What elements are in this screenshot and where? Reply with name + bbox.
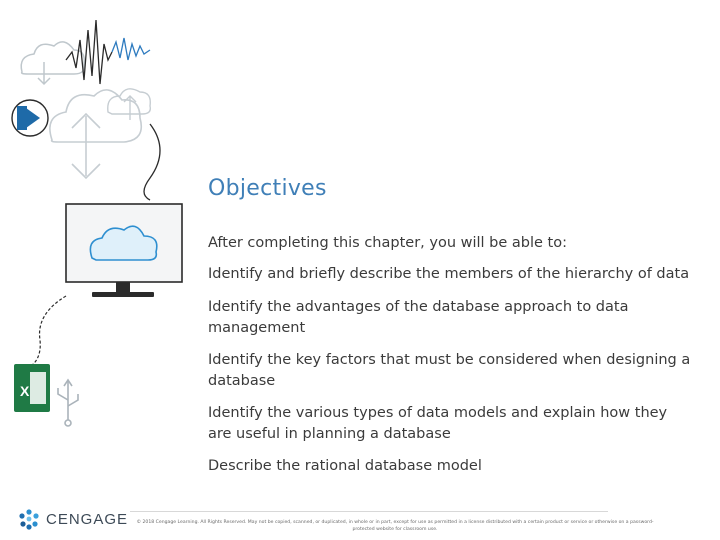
- excel-icon: [14, 364, 50, 412]
- objective-item-2: Identify the advantages of the database approach to data management: [208, 299, 629, 336]
- objective-item-4: Identify the various types of data models and explain how they are useful in planning a database: [208, 405, 668, 442]
- cloud-upload-icon: [108, 89, 151, 120]
- footer-divider: [130, 511, 608, 512]
- brand-name: CENGAGE: [46, 510, 129, 528]
- cengage-flower-icon: [18, 508, 40, 530]
- cloud-sync-icon: [50, 90, 141, 178]
- objective-item-1: Identify and briefly describe the members of the hierarchy of data: [208, 266, 690, 282]
- intro-text: After completing this chapter, you will be able to:: [208, 235, 568, 251]
- svg-text:X: X: [20, 383, 30, 399]
- audio-waveform-icon: [66, 20, 150, 84]
- monitor-icon: [66, 204, 182, 297]
- cengage-logo: [18, 508, 128, 530]
- connector-cable-2: [28, 296, 66, 368]
- tech-illustration: [0, 0, 200, 540]
- usb-icon: [58, 380, 78, 426]
- copyright-notice: © 2018 Cengage Learning. All Rights Reserved. May not be copied, scanned, or duplicated, in whole or in part, except for use as permitted in a license distributed with a certain product or service or otherwise on a password-protected website for classroom use.: [136, 520, 654, 532]
- slide-title: Objectives: [208, 176, 327, 201]
- objective-item-5: Describe the rational database model: [208, 458, 482, 474]
- objective-item-3: Identify the key factors that must be considered when designing a database: [208, 352, 691, 389]
- play-icon: [12, 100, 48, 136]
- connector-cable: [144, 124, 160, 200]
